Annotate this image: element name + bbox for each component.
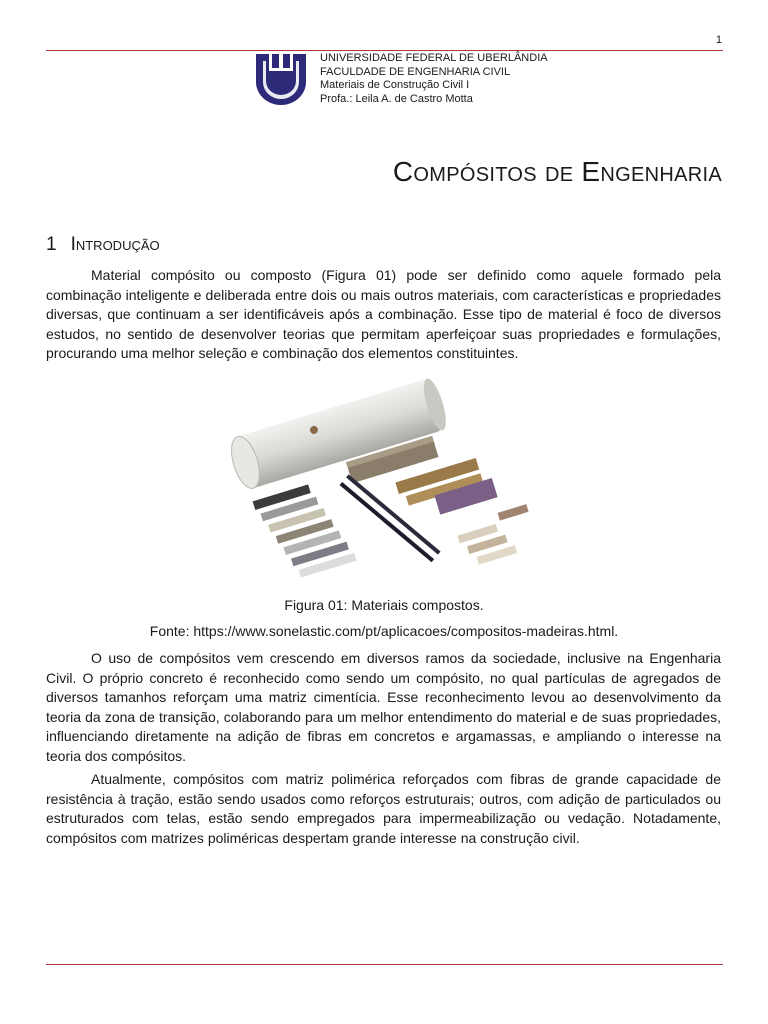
paragraph-civil-engineering: O uso de compósitos vem crescendo em diversos ramos da sociedade, inclusive na Engenharia Civil. O próprio concreto é reconhecido como sendo um compósito, no qual partículas de agregados de diversos tamanhos reforçam uma matriz cimentícia. Esse reconhecimento levou ao desenvolvimento da teoria da zona de transição, colaborando para um melhor entendimento do material e de suas propriedades, influenciando diretamente na adição de fibras em concretos e argamassas, e ampliando o interesse na teoria dos compósitos. (46, 650, 721, 764)
figure-caption: Figura 01: Materiais compostos. (284, 597, 484, 613)
header-rule (46, 50, 723, 51)
document-title: Compósitos de Engenharia (392, 156, 722, 187)
institution-header (320, 52, 548, 106)
header-university: UNIVERSIDADE FEDERAL DE UBERLÂNDIA (320, 52, 548, 64)
paragraph-polymer-composites: Atualmente, compósitos com matriz polimérica reforçados com fibras de grande capacidade de resistência à tração, estão sendo usados como reforços estruturais; outros, com adição de particulados ou estruturados com telas, estão sendo empregados para impermeabilização ou vedação. Notadamente, compósitos com matrizes poliméricas despertam grande interesse na construção civil. (46, 771, 721, 846)
ufu-logo-icon (253, 53, 309, 105)
section-title: Introdução (70, 234, 160, 255)
page-number: 1 (715, 34, 722, 46)
paragraph-intro: Material compósito ou composto (Figura 01) pode ser definido como aquele formado pela combinação inteligente e deliberada entre dois ou mais outros materiais, com características e propriedades diversas, que continuam a ser identificáveis após a combinação. Esse tipo de material é foco de diversos estudos, no sentido de desenvolver teorias que permitam aperfeiçoar suas propriedades e formulações, procurando uma melhor seleção e combinação dos elementos constituintes. (46, 267, 721, 361)
figure-source: Fonte: https://www.sonelastic.com/pt/aplicacoes/compositos-madeiras.html. (149, 623, 619, 639)
section-number: 1 (46, 234, 57, 255)
header-faculty: FACULDADE DE ENGENHARIA CIVIL (320, 65, 511, 78)
footer-rule (46, 964, 723, 965)
composite-materials-photo (222, 376, 547, 586)
section-heading (46, 234, 160, 256)
header-course: Materiais de Construção Civil I (320, 79, 470, 91)
header-professor: Profa.: Leila A. de Castro Motta (320, 92, 473, 105)
